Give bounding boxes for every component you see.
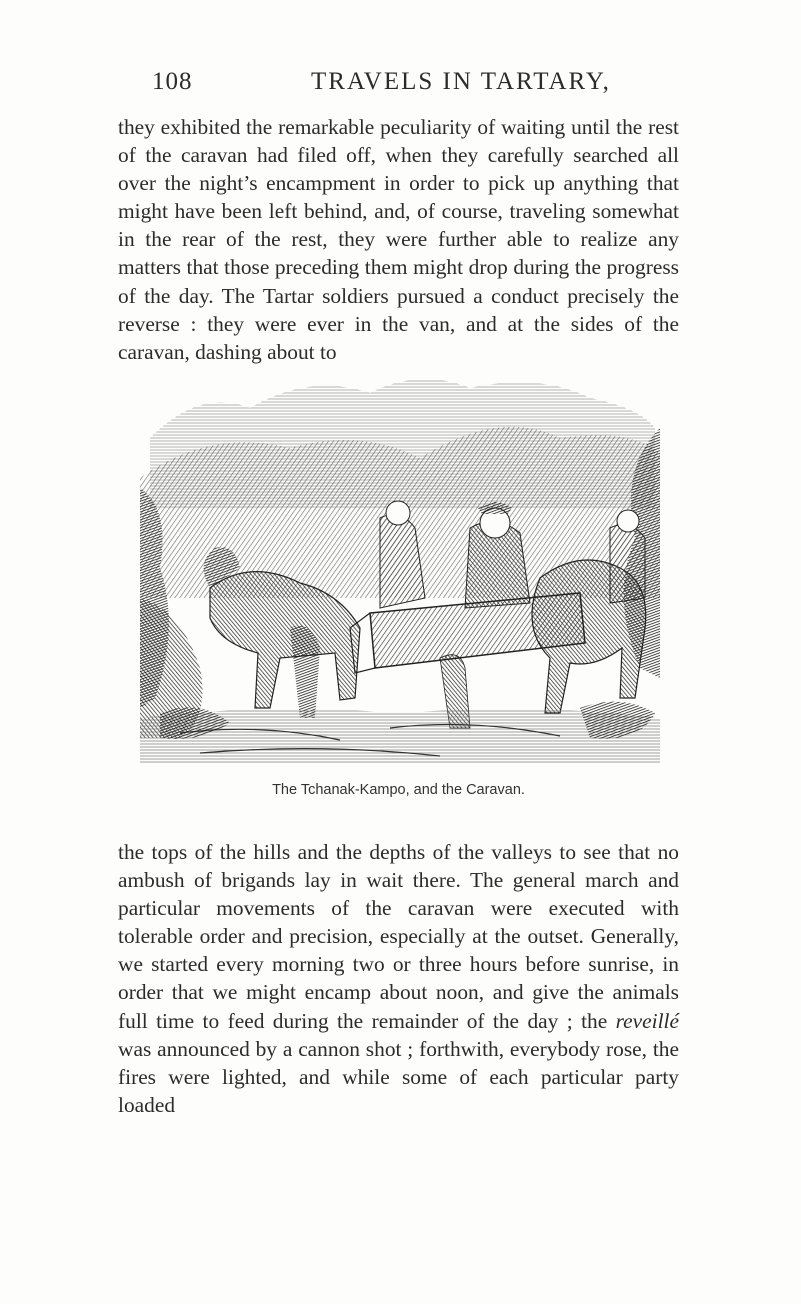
paragraph-top: they exhibited the remarkable peculiarity of waiting until the rest of the caravan had filed off, when they carefully searched all over the night’s encampment in order to pick up anything that might have been left behind, and, of course, traveling somewhat in the rear of the rest, they were further able to realize any matters that those preceding them might drop during the progress of the day. The Tartar soldiers pursued a conduct precisely the reverse : they were ever in the van, and at the sides of the caravan, dashing about to [118, 115, 679, 364]
paragraph-bottom [118, 838, 679, 1119]
page-number: 108 [152, 68, 193, 95]
running-title: TRAVELS IN TARTARY, [311, 68, 611, 95]
paragraph-bottom-start: The general march and particular movements of the caravan were executed with tolerable order and precision, especially at the outset. Generally, we started every morning two or three hours before sunrise, in order that we might encamp about noon, and give the animals full time to feed during the remainder of the day ; the [118, 868, 679, 1033]
paragraph-bottom-end: was announced by a cannon shot ; forthwith, everybody rose, the fires were lighted, and while some of each particular party loaded [118, 1036, 679, 1117]
caravan-engraving [140, 368, 660, 763]
illustration-caption: The Tchanak-Kampo, and the Caravan. [272, 782, 525, 798]
running-head [152, 68, 652, 108]
paragraph-bottom-line1: the tops of the hills and the depths of the valleys to see that no ambush of brigands lay in wait there. [118, 840, 679, 893]
italic-reveille: reveillé [615, 1008, 679, 1033]
